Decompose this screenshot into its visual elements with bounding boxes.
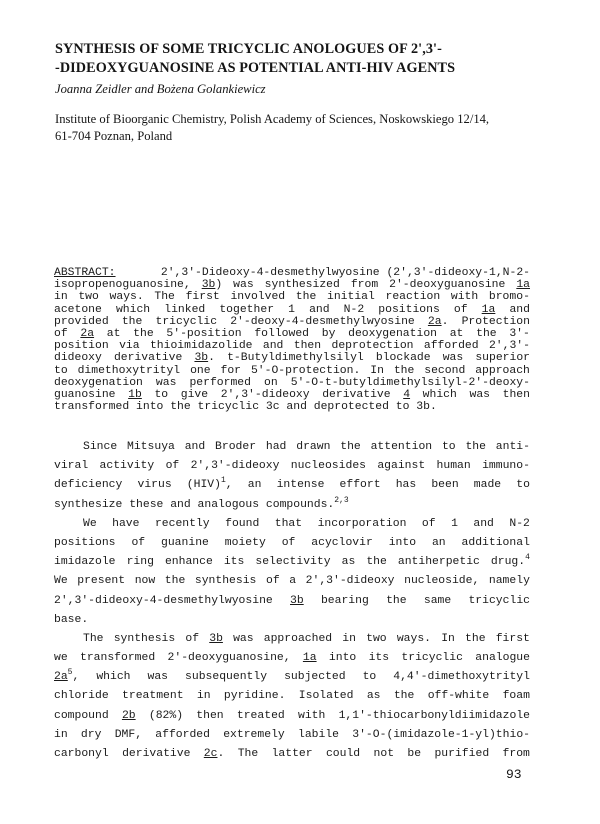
- abstract-line: dideoxy derivative 3b. t-Butyldimethylsilyl blockade was superior: [54, 352, 530, 365]
- affiliation-line-2: 61-704 Poznan, Poland: [55, 129, 173, 143]
- title-line-2: -DIDEOXYGUANOSINE AS POTENTIAL ANTI-HIV AGENTS: [55, 60, 456, 76]
- body-text: [54, 438, 530, 764]
- abstract-line: of 2a at the 5'-position followed by deoxygenation at the 3'-: [54, 327, 530, 340]
- abstract-line: to dimethoxytrityl one for 5'-O-protection. In the second approach: [54, 364, 530, 377]
- abstract-line: in two ways. The first involved the initial reaction with bromo-: [54, 291, 530, 304]
- body-line: carbonyl derivative 2c. The latter could not be purified from: [54, 748, 530, 760]
- body-line: The synthesis of 3b was approached in two ways. In the first: [83, 632, 530, 645]
- body-line: in dry DMF, afforded extremely labile 3'-O-(imidazole-1-yl)thio-: [54, 728, 530, 741]
- body-line: positions of guanine moiety of acyclovir into an additional: [54, 536, 530, 549]
- body-line: We present now the synthesis of a 2',3'-dideoxy nucleoside, namely: [54, 575, 530, 588]
- title-line-1: SYNTHESIS OF SOME TRICYCLIC ANOLOGUES OF 2',3'-: [55, 41, 442, 57]
- paper-title: [55, 40, 555, 78]
- abstract-line: position via thioimidazolide and then deprotection afforded 2',3'-: [54, 340, 530, 353]
- body-line: Since Mitsuya and Broder had drawn the attention to the anti-: [83, 441, 530, 453]
- body-line: deficiency virus (HIV)$^1$, an intense effort has been made to: [54, 476, 530, 492]
- abstract-line: ABSTRACT: 2',3'-Dideoxy-4-desmethylwyosine (2',3'-dideoxy-1,N-2-: [54, 267, 530, 279]
- body-line: compound 2b (82%) then treated with 1,1'-thiocarbonyldiimidazole: [54, 709, 530, 722]
- authors: Joanna Zeidler and Bożena Golankiewicz: [55, 82, 266, 96]
- body-line: synthesize these and analogous compounds.$^{2,3}$: [54, 495, 349, 511]
- affiliation-line-1: Institute of Bioorganic Chemistry, Polish Academy of Sciences, Noskowskiego 12/14,: [55, 112, 490, 126]
- abstract-line: guanosine 1b to give 2',3'-dideoxy derivative 4 which was then: [54, 388, 530, 401]
- body-line: base.: [54, 613, 89, 626]
- abstract-line: deoxygenation was performed on 5'-O-t-butyldimethylsilyl-2'-deoxy-: [54, 376, 530, 389]
- body-line: imidazole ring enhance its selectivity as the antiherpetic drug.$^4$: [54, 553, 530, 569]
- abstract: [54, 267, 530, 413]
- affiliation: [55, 111, 545, 145]
- body-line: viral activity of 2',3'-dideoxy nucleosides against human immuno-: [54, 460, 530, 473]
- abstract-line: provided the tricyclic 2'-deoxy-4-desmethylwyosine 2a. Protection: [54, 315, 530, 328]
- body-line: we transformed 2'-deoxyguanosine, 1a into its tricyclic analogue: [54, 652, 530, 665]
- abstract-line: isopropenoguanosine, 3b) was synthesized from 2'-deoxyguanosine 1a: [54, 279, 530, 292]
- abstract-label: ABSTRACT:: [54, 267, 116, 279]
- body-line: $2a^5$, which was subsequently subjected to 4,4'-dimethoxytrityl: [54, 668, 530, 684]
- body-line: 2',3'-dideoxy-4-desmethylwyosine 3b bearing the same tricyclic: [54, 594, 530, 607]
- abstract-line: acetone which linked together 1 and N-2 positions of 1a and: [54, 303, 530, 316]
- page-number: 93: [506, 767, 522, 782]
- body-line: We have recently found that incorporation of 1 and N-2: [83, 517, 530, 530]
- body-line: chloride treatment in pyridine. Isolated as the off-white foam: [54, 690, 530, 703]
- abstract-line: transformed into the tricyclic 3c and deprotected to 3b.: [54, 401, 437, 414]
